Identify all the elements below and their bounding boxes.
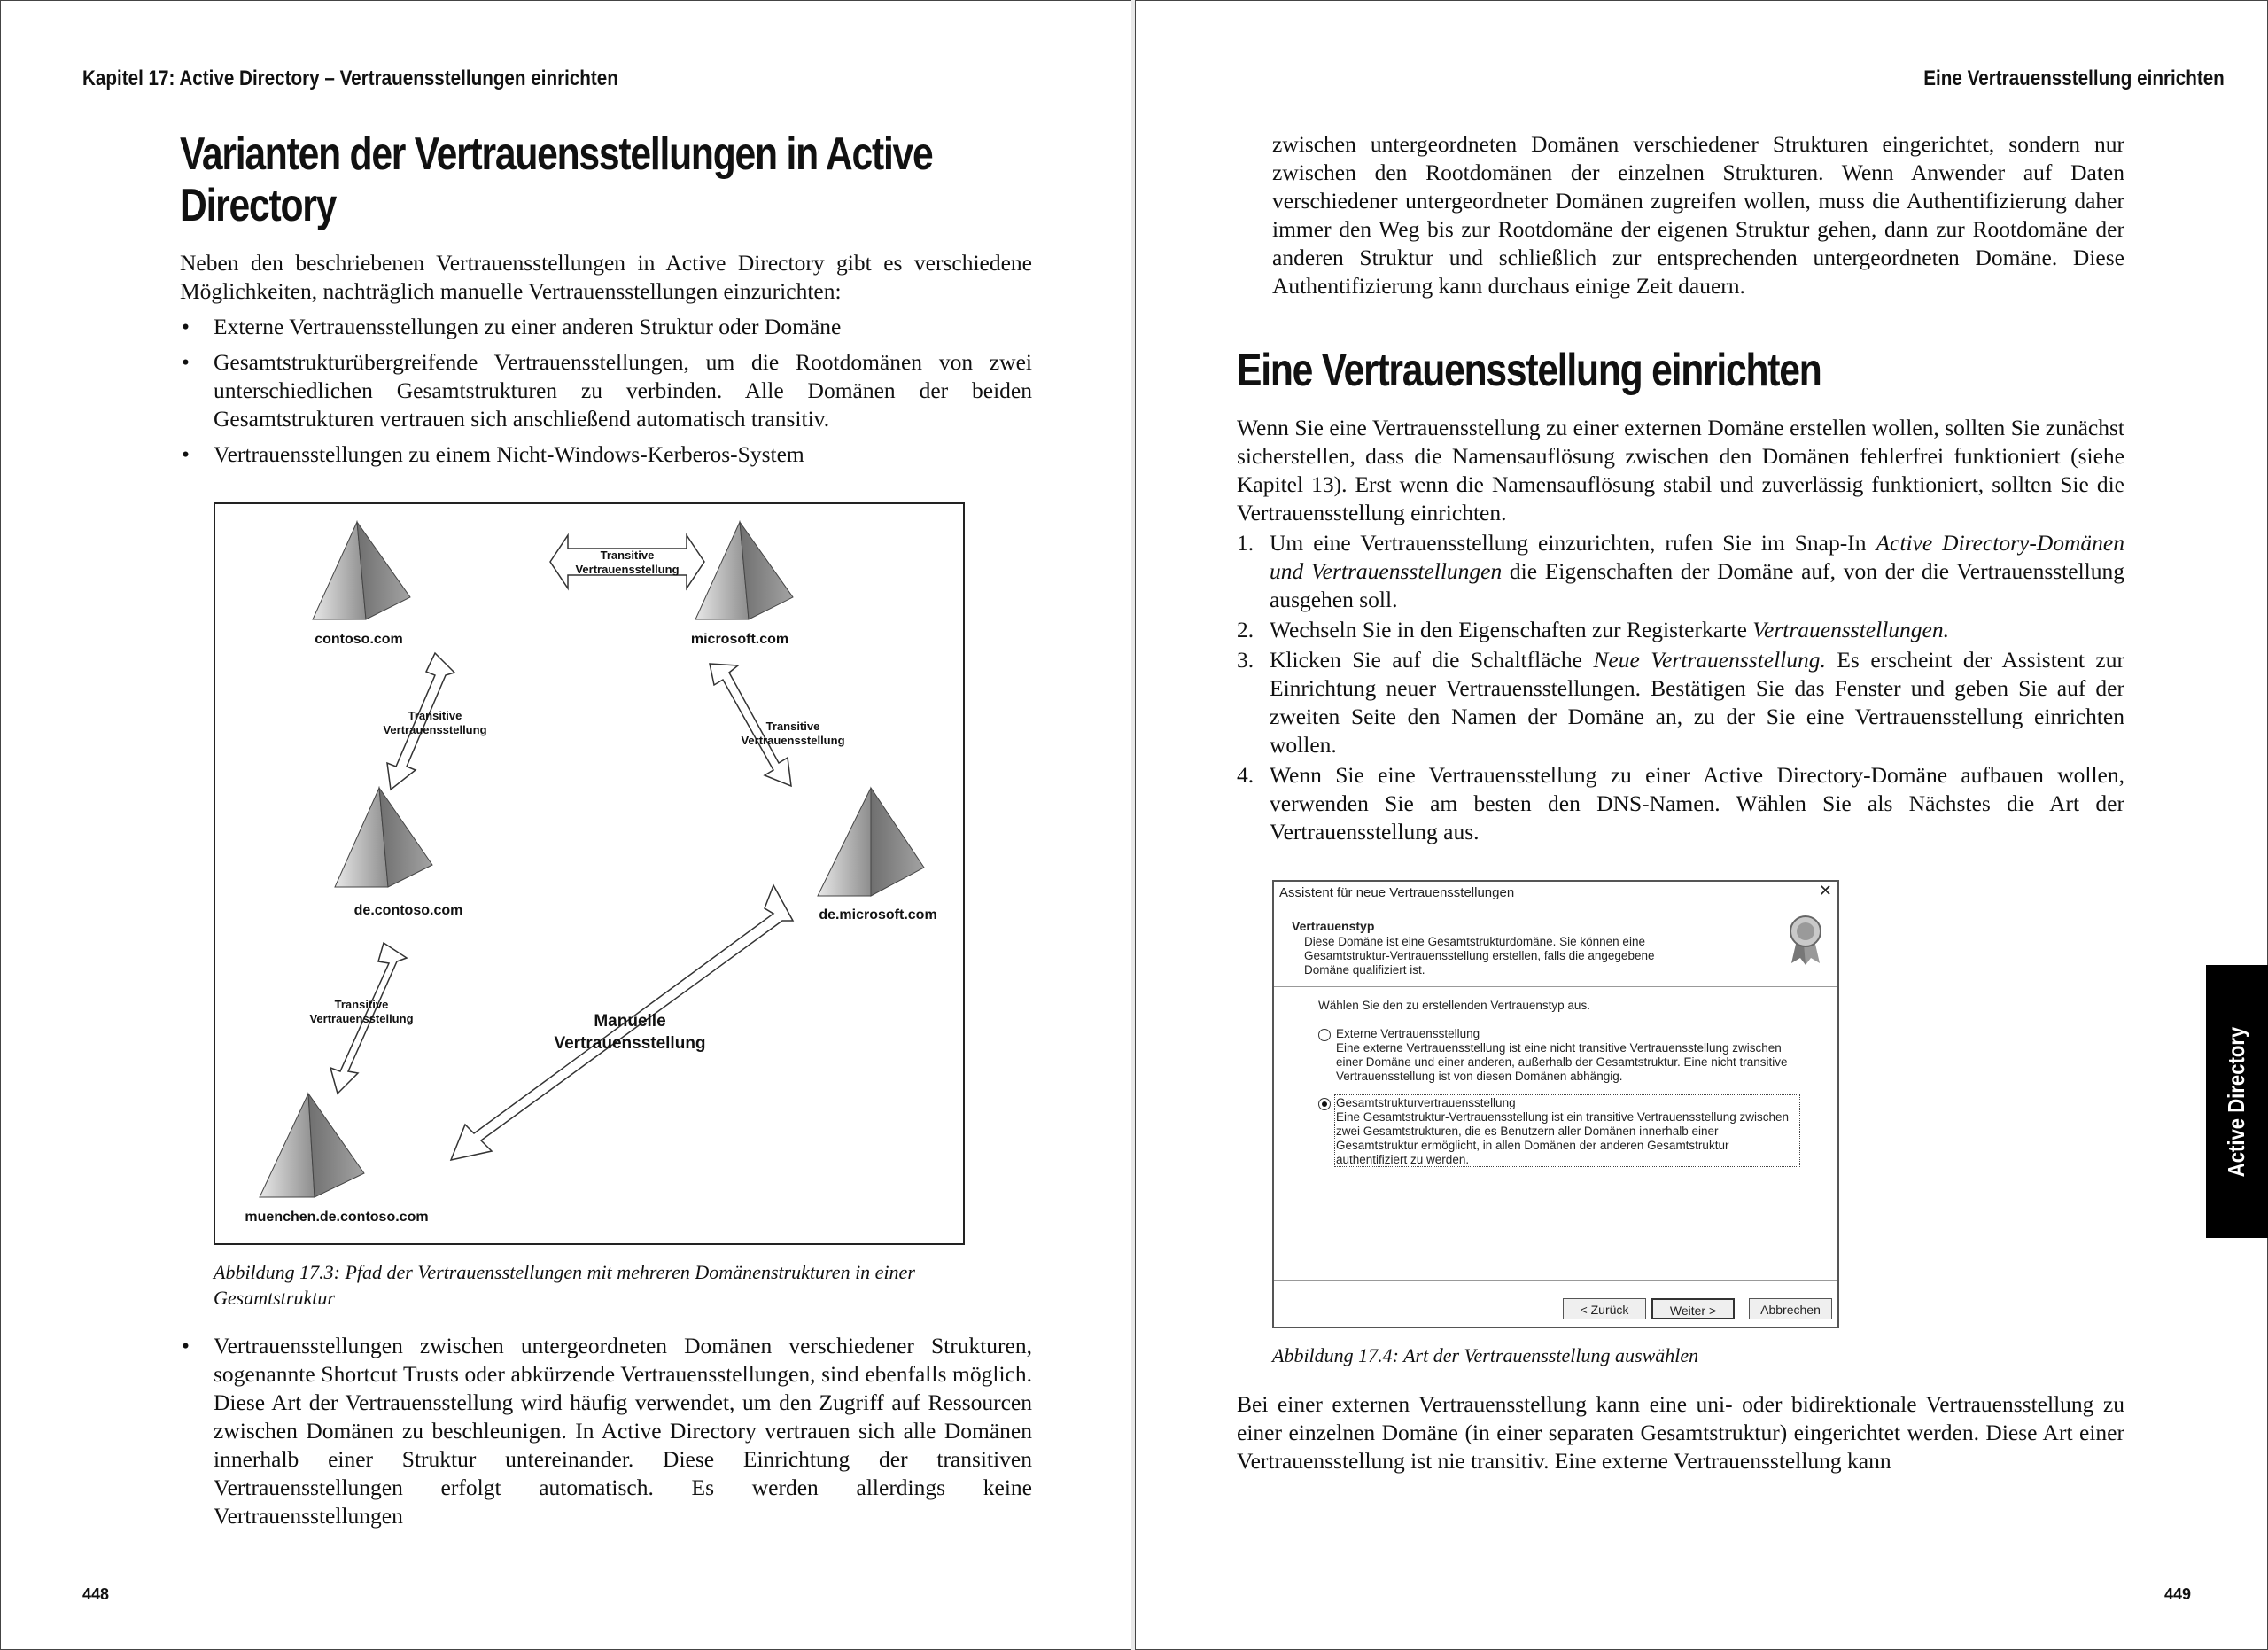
bullet-list bbox=[180, 313, 1032, 476]
intro-paragraph: Neben den beschriebenen Vertrauensstellungen in Active Directory gibt es verschiedene Möglichkeiten, nachträglich manuelle Vertrauensstellungen einzurichten: bbox=[180, 250, 1032, 304]
trust-wizard-dialog bbox=[1272, 880, 1839, 1328]
transitive-label-top: Transitive bbox=[600, 549, 655, 562]
transitive-label-lower-line2: Vertrauensstellung bbox=[309, 1012, 414, 1025]
left-page bbox=[0, 0, 1133, 1650]
running-header-right: Eine Vertrauensstellung einrichten bbox=[1923, 66, 2225, 90]
step-item-1: 1. Um eine Vertrauensstellung einzurichten, rufen Sie im Snap-In Active Directory-Domänen und Vertrauensstellungen die Eigenschaften der Domäne auf, von der die Vertrauensstellung ausgehen soll. bbox=[1237, 530, 2125, 612]
certificate-award-icon bbox=[1788, 914, 1823, 967]
bullet-item: • Vertrauensstellungen zu einem Nicht-Windows-Kerberos-System bbox=[180, 440, 1032, 469]
bullet-list-continued bbox=[180, 1332, 1032, 1537]
transitive-label-left-line2: Vertrauensstellung bbox=[383, 723, 487, 736]
pyramid-microsoft bbox=[695, 522, 793, 619]
dialog-section-title: Vertrauenstyp bbox=[1292, 919, 1375, 933]
step-item-2: 2. Wechseln Sie in den Eigenschaften zur Registerkarte Vertrauensstellungen. bbox=[1237, 617, 1949, 642]
figure-caption-17-4: Abbildung 17.4: Art der Vertrauensstellung auswählen bbox=[1272, 1344, 1699, 1366]
transitive-label-lower: Transitive bbox=[334, 998, 389, 1011]
step-item-4: 4. Wenn Sie eine Vertrauensstellung zu einer Active Directory-Domäne aufbauen wollen, verwenden Sie am besten den DNS-Namen. Wählen Sie als Nächstes die Art der Vertrauensstellung aus. bbox=[1237, 762, 2124, 844]
section-heading-right: Eine Vertrauensstellung einrichten bbox=[1237, 345, 1821, 396]
radio-external[interactable] bbox=[1318, 1029, 1331, 1041]
node-de-microsoft: de.microsoft.com bbox=[819, 907, 937, 922]
trust-diagram bbox=[215, 504, 963, 1243]
radio-forest[interactable] bbox=[1318, 1098, 1331, 1110]
dialog-prompt: Wählen Sie den zu erstellenden Vertrauenstyp aus. bbox=[1318, 999, 1590, 1012]
cancel-button[interactable]: Abbrechen bbox=[1749, 1298, 1832, 1319]
intro-paragraph-right: Wenn Sie eine Vertrauensstellung zu einer externen Domäne erstellen wollen, sollten Sie zunächst sicherstellen, dass die Namensauflösung zwischen den Domänen fehlerfrei funktioniert (siehe Kapitel 13). Erst wenn die Namensauflösung stabil und zuverlässig funktioniert, sollten Sie die Vertrauensstellung einrichten. bbox=[1237, 415, 2124, 525]
bullet-item: • Vertrauensstellungen zwischen untergeordneten Domänen verschiedener Strukturen, sogenannte Shortcut Trusts oder abkürzende Vertrauensstellungen, sind ebenfalls möglich. Diese Art der Vertrauensstellung wird häufig verwendet, um den Zugriff auf Ressourcen zwischen Domänen zu beschleunigen. In Active Directory vertrauen sich alle Domänen innerhalb einer Struktur untereinander. Diese Einrichtung der transitiven Vertrauensstellungen erfolgt automatisch. Es werden allerdings keine Vertrauensstellungen bbox=[180, 1332, 1032, 1530]
node-de-contoso: de.contoso.com bbox=[353, 903, 463, 918]
bullet-item: • Gesamtstrukturübergreifende Vertrauensstellungen, um die Rootdomänen von zwei unterschiedlichen Gesamtstrukturen zu verbinden. Alle Domänen der beiden Gesamtstrukturen vertrauen sich anschließend automatisch transitiv. bbox=[180, 348, 1032, 433]
chapter-side-tab bbox=[2206, 965, 2268, 1238]
dialog-section-desc: Diese Domäne ist eine Gesamtstrukturdomäne. Sie können eine Gesamtstruktur-Vertrauensstellung erstellen, falls die angegebene Domäne qualifiziert ist. bbox=[1304, 935, 1655, 977]
option-forest-desc: Eine Gesamtstruktur-Vertrauensstellung ist ein transitive Vertrauensstellung zwischen zwei Gesamtstrukturen, die es Benutzern aller Domänen innerhalb einer Gesamtstruktur ermöglicht, in allen Domänen der anderen Gesamtstruktur authentifiziert zu werden. bbox=[1336, 1110, 1789, 1166]
transitive-label-right: Transitive bbox=[765, 720, 820, 733]
next-button[interactable]: Weiter > bbox=[1651, 1298, 1735, 1319]
section-heading-line2: Directory bbox=[180, 180, 337, 231]
back-button[interactable]: < Zurück bbox=[1563, 1298, 1646, 1319]
transitive-label-left: Transitive bbox=[408, 709, 462, 722]
arrow-contoso-microsoft bbox=[550, 535, 704, 588]
side-tab-label: Active Directory bbox=[2223, 1026, 2250, 1177]
option-external-desc: Eine externe Vertrauensstellung ist eine nicht transitive Vertrauensstellung zwischen einer Domäne und einer anderen, außerhalb der Gesamtstruktur. Eine nicht transitive Vertrauensstellung ist von diesen Domänen abhängig. bbox=[1336, 1041, 1788, 1083]
step-item-3: 3. Klicken Sie auf die Schaltfläche Neue Vertrauensstellung. Es erscheint der Assistent zur Einrichtung neuer Vertrauensstellungen. Bestätigen Sie das Fenster und geben Sie auf der zweiten Seite den Namen der Domäne an, zu der Sie eine Vertrauensstellung einrichten wollen. bbox=[1237, 647, 2124, 758]
node-muenchen: muenchen.de.contoso.com bbox=[245, 1210, 429, 1225]
manual-label: Manuelle bbox=[594, 1012, 666, 1031]
manual-label-line2: Vertrauensstellung bbox=[554, 1034, 706, 1053]
page-number-left: 448 bbox=[82, 1585, 110, 1603]
transitive-label-top-line2: Vertrauensstellung bbox=[575, 563, 680, 576]
continuation-paragraph: zwischen untergeordneten Domänen verschiedener Strukturen eingerichtet, sondern nur zwischen den Rootdomänen der einzelnen Strukturen. Wenn Anwender auf Daten verschiedener untergeordneter Domänen zugreifen wollen, muss die Authentifizierung daher immer den Weg bis zur Rootdomäne der eigenen Struktur gehen, dann zur Rootdomäne der anderen Struktur und schließlich zur entsprechenden untergeordneten Domäne. Diese Authentifizierung kann durchaus einige Zeit dauern. bbox=[1272, 131, 2124, 299]
option-external-label: Externe Vertrauensstellung bbox=[1336, 1027, 1480, 1040]
section-heading-line1: Varianten der Vertrauensstellungen in Active bbox=[180, 128, 933, 180]
page-number-right: 449 bbox=[2164, 1585, 2192, 1603]
pyramid-muenchen bbox=[260, 1094, 364, 1197]
trust-path-figure bbox=[214, 502, 965, 1245]
node-contoso: contoso.com bbox=[315, 632, 403, 647]
bullet-item: • Externe Vertrauensstellungen zu einer anderen Struktur oder Domäne bbox=[180, 313, 1032, 341]
outro-paragraph: Bei einer externen Vertrauensstellung kann eine uni- oder bidirektionale Vertrauensstellung zu einer einzelnen Domäne (in einer separaten Gesamtstruktur) eingerichtet werden. Diese Art einer Vertrauensstellung ist nie transitiv. Eine externe Vertrauensstellung kann bbox=[1237, 1391, 2124, 1474]
figure-caption-17-3: Abbildung 17.3: Pfad der Vertrauensstellungen mit mehreren Domänenstrukturen in einer Gesamtstruktur bbox=[214, 1261, 915, 1309]
transitive-label-right-line2: Vertrauensstellung bbox=[741, 734, 845, 747]
right-page bbox=[1135, 0, 2268, 1650]
pyramid-de-contoso bbox=[335, 788, 432, 887]
dialog-button-divider bbox=[1274, 1280, 1837, 1281]
step-list bbox=[1237, 529, 2124, 848]
dialog-divider bbox=[1274, 986, 1837, 987]
close-icon[interactable]: ✕ bbox=[1818, 882, 1832, 899]
pyramid-contoso bbox=[313, 522, 410, 619]
dialog-title: Assistent für neue Vertrauensstellungen bbox=[1279, 885, 1515, 900]
running-header-left: Kapitel 17: Active Directory – Vertrauensstellungen einrichten bbox=[82, 66, 618, 90]
pyramid-de-microsoft bbox=[818, 788, 924, 896]
option-forest-label: Gesamtstrukturvertrauensstellung bbox=[1336, 1096, 1516, 1109]
node-microsoft: microsoft.com bbox=[690, 632, 789, 647]
